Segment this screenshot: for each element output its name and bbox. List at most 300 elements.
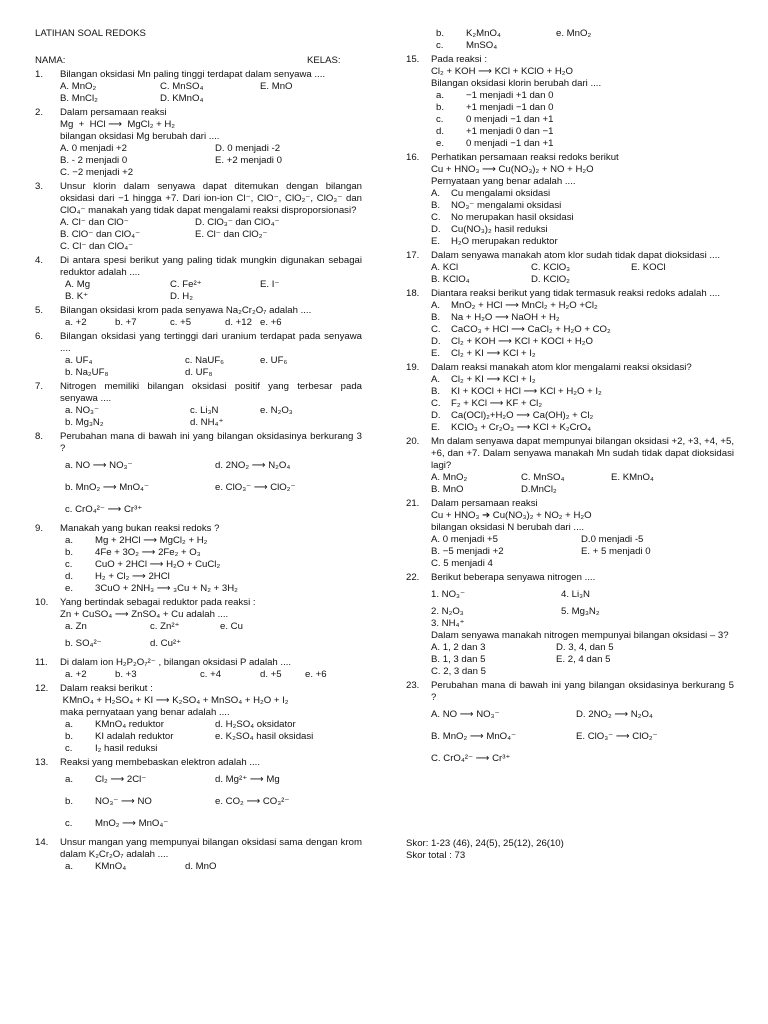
option-text: c. [65,743,73,754]
option-text: D. [431,410,441,421]
question-text: 20. Mn dalam senyawa dapat mempunyai bilangan oksidasi +2, +3, +4, +5, +6, dan +7. Dalam senyawa manakah Mn sudah tidak dapat dioksidasi lagi? [406,436,734,471]
option-text: Cl₂ + KI ⟶ KCl + I₂ [451,374,536,385]
option-text: a. +2 [65,317,87,328]
option-text: C. −2 menjadi +2 [60,167,134,178]
option-row [35,571,362,583]
option-text: Cl₂ + KI ⟶ KCl + I₂ [451,348,536,359]
option-text: c. [436,114,444,125]
option-row [406,336,734,348]
option-text: B. [431,200,441,211]
option-text: A. MnO₂ [60,81,97,92]
question [35,837,362,873]
option-text: KI + KOCl + HCl ⟶ KCl + H₂O + I₂ [451,386,602,397]
option-text: A. 1, 2 dan 3 [431,642,486,653]
question-number: 20. [406,436,420,447]
option-text: a. [436,90,445,101]
option-text: e. MnO₂ [556,28,592,39]
option-text: a. UF₄ [65,355,93,366]
option-row [406,726,734,748]
question [406,250,734,286]
option-text: e. UF₆ [260,355,288,366]
option-text: Mg + 2HCl ⟶ MgCl₂ + H₂ [95,535,208,546]
question-text: 17. Dalam senyawa manakah atom klor sudah tidak dapat dioksidasi .... [406,250,721,261]
question-number: 6. [35,331,44,342]
question-text: 12. Dalam reaksi berikut : [35,683,153,694]
question-text: 19. Dalam reaksi manakah atom klor mengalami reaksi oksidasi? [406,362,692,373]
option-text: e. +6 [260,317,282,328]
option-text: c. Li₃N [190,405,219,416]
option-row [406,748,734,770]
option-text: C. [431,324,441,335]
option-text: b. MnO₂ ⟶ MnO₄⁻ [65,482,150,493]
q14-continued-options [406,28,734,52]
option-row [406,422,734,434]
question-line: Mg + HCl ⟶ MgCl₂ + H₂ [60,119,176,130]
option-row [35,279,362,291]
option-text: d. Cu²⁺ [150,638,182,649]
option-text: A. [431,300,441,311]
option-text: A. [431,374,441,385]
option-text: C. MnSO₄ [160,81,204,92]
question-number: 11. [35,657,48,668]
option-text: E. Cl⁻ dan ClO₂⁻ [195,229,268,240]
option-text: Cl₂ ⟶ 2Cl⁻ [95,774,147,785]
kelas-label: KELAS: [307,55,341,66]
option-row [35,499,362,521]
question [406,572,734,678]
option-row [35,621,362,633]
option-row [35,477,362,499]
question-text: 5. Bilangan oksidasi krom pada senyawa Na₂Cr₂O₇ adalah .... [35,305,312,316]
option-text: b. [65,547,74,558]
option-text: a. [65,535,74,546]
option-text: 4. Li₃N [561,589,590,600]
question-number: 13. [35,757,49,768]
option-text: −1 menjadi +1 dan 0 [466,90,554,101]
student-info [35,55,362,67]
option-text: A. Mg [65,279,91,290]
option-text: 5. Mg₃N₂ [561,606,600,617]
option-text: c. +4 [200,669,222,680]
option-row [35,731,362,743]
option-text: C. 2, 3 dan 5 [431,666,486,677]
option-text: C. MnSO₄ [521,472,565,483]
option-text: e. N₂O₃ [260,405,293,416]
question-text: 4. Di antara spesi berikut yang paling tidak mungkin digunakan sebagai reduktor adalah .... [35,255,362,278]
option-row [406,386,734,398]
option-text: a. NO ⟶ NO₃⁻ [65,460,133,471]
question [35,69,362,105]
option-text: D. [431,336,441,347]
option-row [35,417,362,429]
question [35,597,362,655]
option-text: CuO + 2HCl ⟶ H₂O + CuCl₂ [95,559,221,570]
nama-label: NAMA: [35,55,66,66]
question-text: 1. Bilangan oksidasi Mn paling tinggi terdapat dalam senyawa .... [35,69,326,80]
left-column [35,28,362,873]
option-row [35,405,362,417]
question-text: 21. Dalam persamaan reaksi [406,498,538,509]
question [35,657,362,681]
option-row [35,547,362,559]
question [406,498,734,570]
option-text: e. K₂SO₄ hasil oksidasi [215,731,314,742]
question-text: 22. Berikut beberapa senyawa nitrogen .... [406,572,596,583]
question-text: Dalam senyawa manakah nitrogen mempunyai bilangan oksidasi – 3? [431,630,729,641]
option-text: a. +2 [65,669,87,680]
question [35,431,362,521]
option-text: MnO₂ + HCl ⟶ MnCl₂ + H₂O +Cl₂ [451,300,598,311]
question-line: KMnO₄ + H₂SO₄ + KI ⟶ K₂SO₄ + MnSO₄ + H₂O + I₂ [60,695,289,706]
option-text: e. Cu [220,621,243,632]
option-text: A. Cl⁻ dan ClO⁻ [60,217,129,228]
question-number: 8. [35,431,44,442]
question-text: 18. Diantara reaksi berikut yang tidak termasuk reaksi redoks adalah .... [406,288,721,299]
option-row [35,93,362,105]
option-text: B. [431,386,441,397]
option-row [406,558,734,570]
question-number: 21. [406,498,420,509]
question [35,107,362,179]
option-row [406,654,734,666]
option-text: E. [431,422,441,433]
question-number: 15. [406,54,420,65]
question-line: Bilangan oksidasi klorin berubah dari .... [431,78,602,89]
option-text: b. [65,796,74,807]
option-row [406,114,734,126]
option-text: E. [431,236,441,247]
option-text: A. NO ⟶ NO₃⁻ [431,709,500,720]
question-text: 15. Pada reaksi : [406,54,487,65]
option-text: D.MnCl₂ [521,484,557,495]
option-row [406,300,734,312]
option-text: D. [431,224,441,235]
option-row [406,312,734,324]
question-text: 7. Nitrogen memiliki bilangan oksidasi positif yang terbesar pada senyawa .... [35,381,362,404]
option-text: c. NaUF₆ [185,355,225,366]
option-text: Cl₂ + KOH ⟶ KCl + KOCl + H₂O [451,336,593,347]
option-text: b. [436,28,445,39]
score-breakdown: Skor: 1-23 (46), 24(5), 25(12), 26(10) [406,838,564,849]
question-number: 16. [406,152,420,163]
option-text: d. +5 [260,669,282,680]
option-row [406,584,734,606]
question-text: 10. Yang bertindak sebagai reduktor pada reaksi : [35,597,256,608]
option-text: A. MnO₂ [431,472,468,483]
option-row [406,546,734,558]
option-text: d. UF₈ [185,367,213,378]
option-text: E. 2, 4 dan 5 [556,654,611,665]
option-text: NO₃⁻ mengalami oksidasi [451,200,562,211]
option-text: E. MnO [260,81,293,92]
option-text: C. [431,212,441,223]
option-text: C. CrO₄²⁻ ⟶ Cr³⁺ [431,753,511,764]
option-text: c. [436,40,444,51]
question-text: 11. Di dalam ion H₂P₂O₇²⁻ , bilangan oksidasi P adalah .... [35,657,292,668]
option-text: D. 2NO₂ ⟶ N₂O₄ [576,709,653,720]
option-text: KMnO₄ [95,861,127,872]
option-text: C. 5 menjadi 4 [431,558,493,569]
question-text: 2. Dalam persamaan reaksi [35,107,167,118]
option-row [406,472,734,484]
question-text: 6. Bilangan oksidasi yang tertinggi dari uranium terdapat pada senyawa .... [35,331,362,354]
option-row [35,355,362,367]
question-line: Pernyataan yang benar adalah .... [431,176,576,187]
option-text: e. CO₂ ⟶ CO₃²⁻ [215,796,290,807]
option-row [406,200,734,212]
question-line: Cu + HNO₃ ⟶ Cu(NO₃)₂ + NO + H₂O [431,164,594,175]
option-text: a. NO₃⁻ [65,405,100,416]
question [406,436,734,496]
option-row [35,813,362,835]
option-text: A. KCl [431,262,459,273]
option-text: H₂O merupakan reduktor [451,236,558,247]
option-row [406,484,734,496]
option-text: d. 2NO₂ ⟶ N₂O₄ [215,460,291,471]
option-row [406,188,734,200]
question-line: Zn + CuSO₄ ⟶ ZnSO₄ + Cu adalah .... [60,609,229,620]
question-line: Cl₂ + KOH ⟶ KCl + KClO + H₂O [431,66,573,77]
option-row [35,217,362,229]
option-text: B. ClO⁻ dan ClO₄⁻ [60,229,141,240]
option-text: E. I⁻ [260,279,280,290]
option-row [406,534,734,546]
option-text: MnSO₄ [466,40,498,51]
option-text: Cu(NO₃)₂ hasil reduksi [451,224,548,235]
question [406,54,734,150]
question-text: 13. Reaksi yang membebaskan elektron adalah .... [35,757,260,768]
option-text: e. [436,138,445,149]
right-question-list [406,54,734,770]
option-text: B. MnO [431,484,464,495]
question-number: 19. [406,362,420,373]
option-text: 1. NO₃⁻ [431,589,466,600]
option-row [35,559,362,571]
option-text: D. KClO₂ [531,274,570,285]
option-row [35,769,362,791]
option-row [406,324,734,336]
option-row [35,143,362,155]
option-row [35,861,362,873]
question [406,362,734,434]
question [35,331,362,379]
option-row [406,704,734,726]
option-row [35,535,362,547]
option-row [35,317,362,329]
option-row [35,719,362,731]
option-row [406,40,734,52]
question-text: 23. Perubahan mana di bawah ini yang bilangan oksidasinya berkurang 5 ? [406,680,734,703]
option-text: b. Mg₃N₂ [65,417,104,428]
page-title: LATIHAN SOAL REDOKS [35,28,146,39]
question-number: 10. [35,597,49,608]
option-text: B. −5 menjadi +2 [431,546,504,557]
option-text: d. MnO [185,861,217,872]
option-text: D. ClO₃⁻ dan ClO₄⁻ [195,217,280,228]
option-text: +1 menjadi −1 dan 0 [466,102,554,113]
option-text: KI adalah reduktor [95,731,174,742]
option-text: H₂ + Cl₂ ⟶ 2HCl [95,571,170,582]
option-text: d. Mg²⁺ ⟶ Mg [215,774,280,785]
option-text: Ca(OCl)₂+H₂O ⟶ Ca(OH)₂ + Cl₂ [451,410,594,421]
question [406,288,734,360]
option-text: B. 1, 3 dan 5 [431,654,486,665]
option-text: C. KClO₃ [531,262,571,273]
option-text: D. KMnO₄ [160,93,204,104]
question [35,255,362,303]
option-row [406,102,734,114]
option-row [35,633,362,655]
option-text: 0 menjadi −1 dan +1 [466,114,554,125]
option-row [35,743,362,755]
question-number: 12. [35,683,49,694]
option-text: D. 0 menjadi -2 [215,143,281,154]
option-text: c. +5 [170,317,192,328]
option-text: E. KOCl [631,262,666,273]
option-text: KMnO₄ reduktor [95,719,164,730]
option-text: d. [436,126,445,137]
option-text: b. [436,102,445,113]
option-row [406,642,734,654]
question-number: 9. [35,523,44,534]
option-text: d. NH₄⁺ [190,417,224,428]
option-row [406,262,734,274]
option-text: A. [431,188,441,199]
option-row [406,274,734,286]
question-line: bilangan oksidasi Mg berubah dari .... [60,131,220,142]
question-number: 23. [406,680,420,691]
question-text: 9. Manakah yang bukan reaksi redoks ? [35,523,220,534]
question [35,683,362,755]
option-row [35,367,362,379]
option-row [406,224,734,236]
option-text: d. H₂SO₄ oksidator [215,719,296,730]
option-text: d. [65,571,74,582]
option-text: c. [65,559,73,570]
option-text: D.0 menjadi -5 [581,534,644,545]
option-row [406,28,734,40]
question [35,757,362,835]
question [35,181,362,253]
option-text: a. [65,861,74,872]
option-text: E. KMnO₄ [611,472,654,483]
option-row [35,81,362,93]
option-text: +1 menjadi 0 dan −1 [466,126,554,137]
option-text: 3. NH₄⁺ [431,618,465,629]
question [35,305,362,329]
question [35,523,362,595]
option-text: C. [431,398,441,409]
option-text: I₂ hasil reduksi [95,743,158,754]
question-text: 8. Perubahan mana di bawah ini yang bilangan oksidasinya berkurang 3 ? [35,431,362,454]
option-text: 0 menjadi −1 dan +1 [466,138,554,149]
option-text: 2. N₂O₃ [431,606,464,617]
question-number: 1. [35,69,44,80]
option-text: MnO₂ ⟶ MnO₄⁻ [95,818,169,829]
option-row [406,90,734,102]
option-row [406,212,734,224]
option-row [35,229,362,241]
option-text: e. [65,583,74,594]
option-text: E. + 5 menjadi 0 [581,546,651,557]
option-text: e. +6 [305,669,327,680]
question-number: 14. [35,837,49,848]
option-row [406,666,734,678]
question [406,152,734,248]
question-text: 14. Unsur mangan yang mempunyai bilangan oksidasi sama dengan krom dalam K₂Cr₂O₇ adalah .... [35,837,362,860]
option-text: e. ClO₃⁻ ⟶ ClO₂⁻ [215,482,296,493]
option-text: D. H₂ [170,291,193,302]
option-text: B. MnCl₂ [60,93,98,104]
option-row [406,374,734,386]
question-number: 2. [35,107,44,118]
option-text: B. K⁺ [65,291,89,302]
option-text: B. - 2 menjadi 0 [60,155,128,166]
option-text: b. +7 [115,317,137,328]
option-text: C. Cl⁻ dan ClO₄⁻ [60,241,134,252]
question-number: 4. [35,255,44,266]
score-block [406,838,564,862]
option-text: 3CuO + 2NH₃ ⟶ ₃Cu + N₂ + 3H₂ [95,583,238,594]
option-text: E. [431,348,441,359]
option-text: CaCO₃ + HCl ⟶ CaCl₂ + H₂O + CO₂ [451,324,611,335]
option-text: B. KClO₄ [431,274,470,285]
option-row [406,126,734,138]
option-row [406,348,734,360]
option-text: b. SO₄²⁻ [65,638,102,649]
question-number: 17. [406,250,420,261]
option-text: b. +3 [115,669,137,680]
option-row [35,241,362,253]
option-text: E. +2 menjadi 0 [215,155,282,166]
question-text: 16. Perhatikan persamaan reaksi redoks berikut [406,152,619,163]
question-number: 3. [35,181,44,192]
option-row [35,669,362,681]
option-text: Cu mengalami oksidasi [451,188,551,199]
question-line: Cu + HNO₃ ➔ Cu(NO₃)₂ + NO₂ + H₂O [431,510,592,521]
option-text: D. 3, 4, dan 5 [556,642,614,653]
question-line: maka pernyataan yang benar adalah .... [60,707,230,718]
option-text: c. [65,818,73,829]
option-text: 4Fe + 3O₂ ⟶ 2Fe₂ + O₃ [95,547,201,558]
option-row [35,155,362,167]
option-text: F₂ + KCl ⟶ KF + Cl₂ [451,398,543,409]
option-row [406,606,734,618]
option-row [406,138,734,150]
question [406,680,734,770]
option-row [35,167,362,179]
question-number: 7. [35,381,44,392]
score-total: Skor total : 73 [406,850,466,861]
option-text: K₂MnO₄ [466,28,501,39]
option-row [35,291,362,303]
option-text: b. Na₂UF₈ [65,367,109,378]
option-row [35,455,362,477]
question [35,381,362,429]
option-text: E. ClO₃⁻ ⟶ ClO₂⁻ [576,731,658,742]
option-text: KClO₃ + Cr₂O₃ ⟶ KCl + K₂CrO₄ [451,422,592,433]
option-text: NO₃⁻ ⟶ NO [95,796,152,807]
option-text: a. [65,774,74,785]
option-text: a. [65,719,74,730]
option-text: A. 0 menjadi +5 [431,534,498,545]
question-number: 22. [406,572,420,583]
question-number: 5. [35,305,44,316]
question-text: 3. Unsur klorin dalam senyawa dapat ditemukan dengan bilangan oksidasi dari −1 hingga +7. Dari ion-ion Cl⁻, ClO⁻, ClO₂⁻, ClO₃⁻ dan ClO₄⁻ manakah yang tidak dapat mengalami reaksi disproporsionasi? [35,181,362,216]
option-text: c. Zn²⁺ [150,621,180,632]
right-column [406,28,734,770]
option-text: C. Fe²⁺ [170,279,202,290]
